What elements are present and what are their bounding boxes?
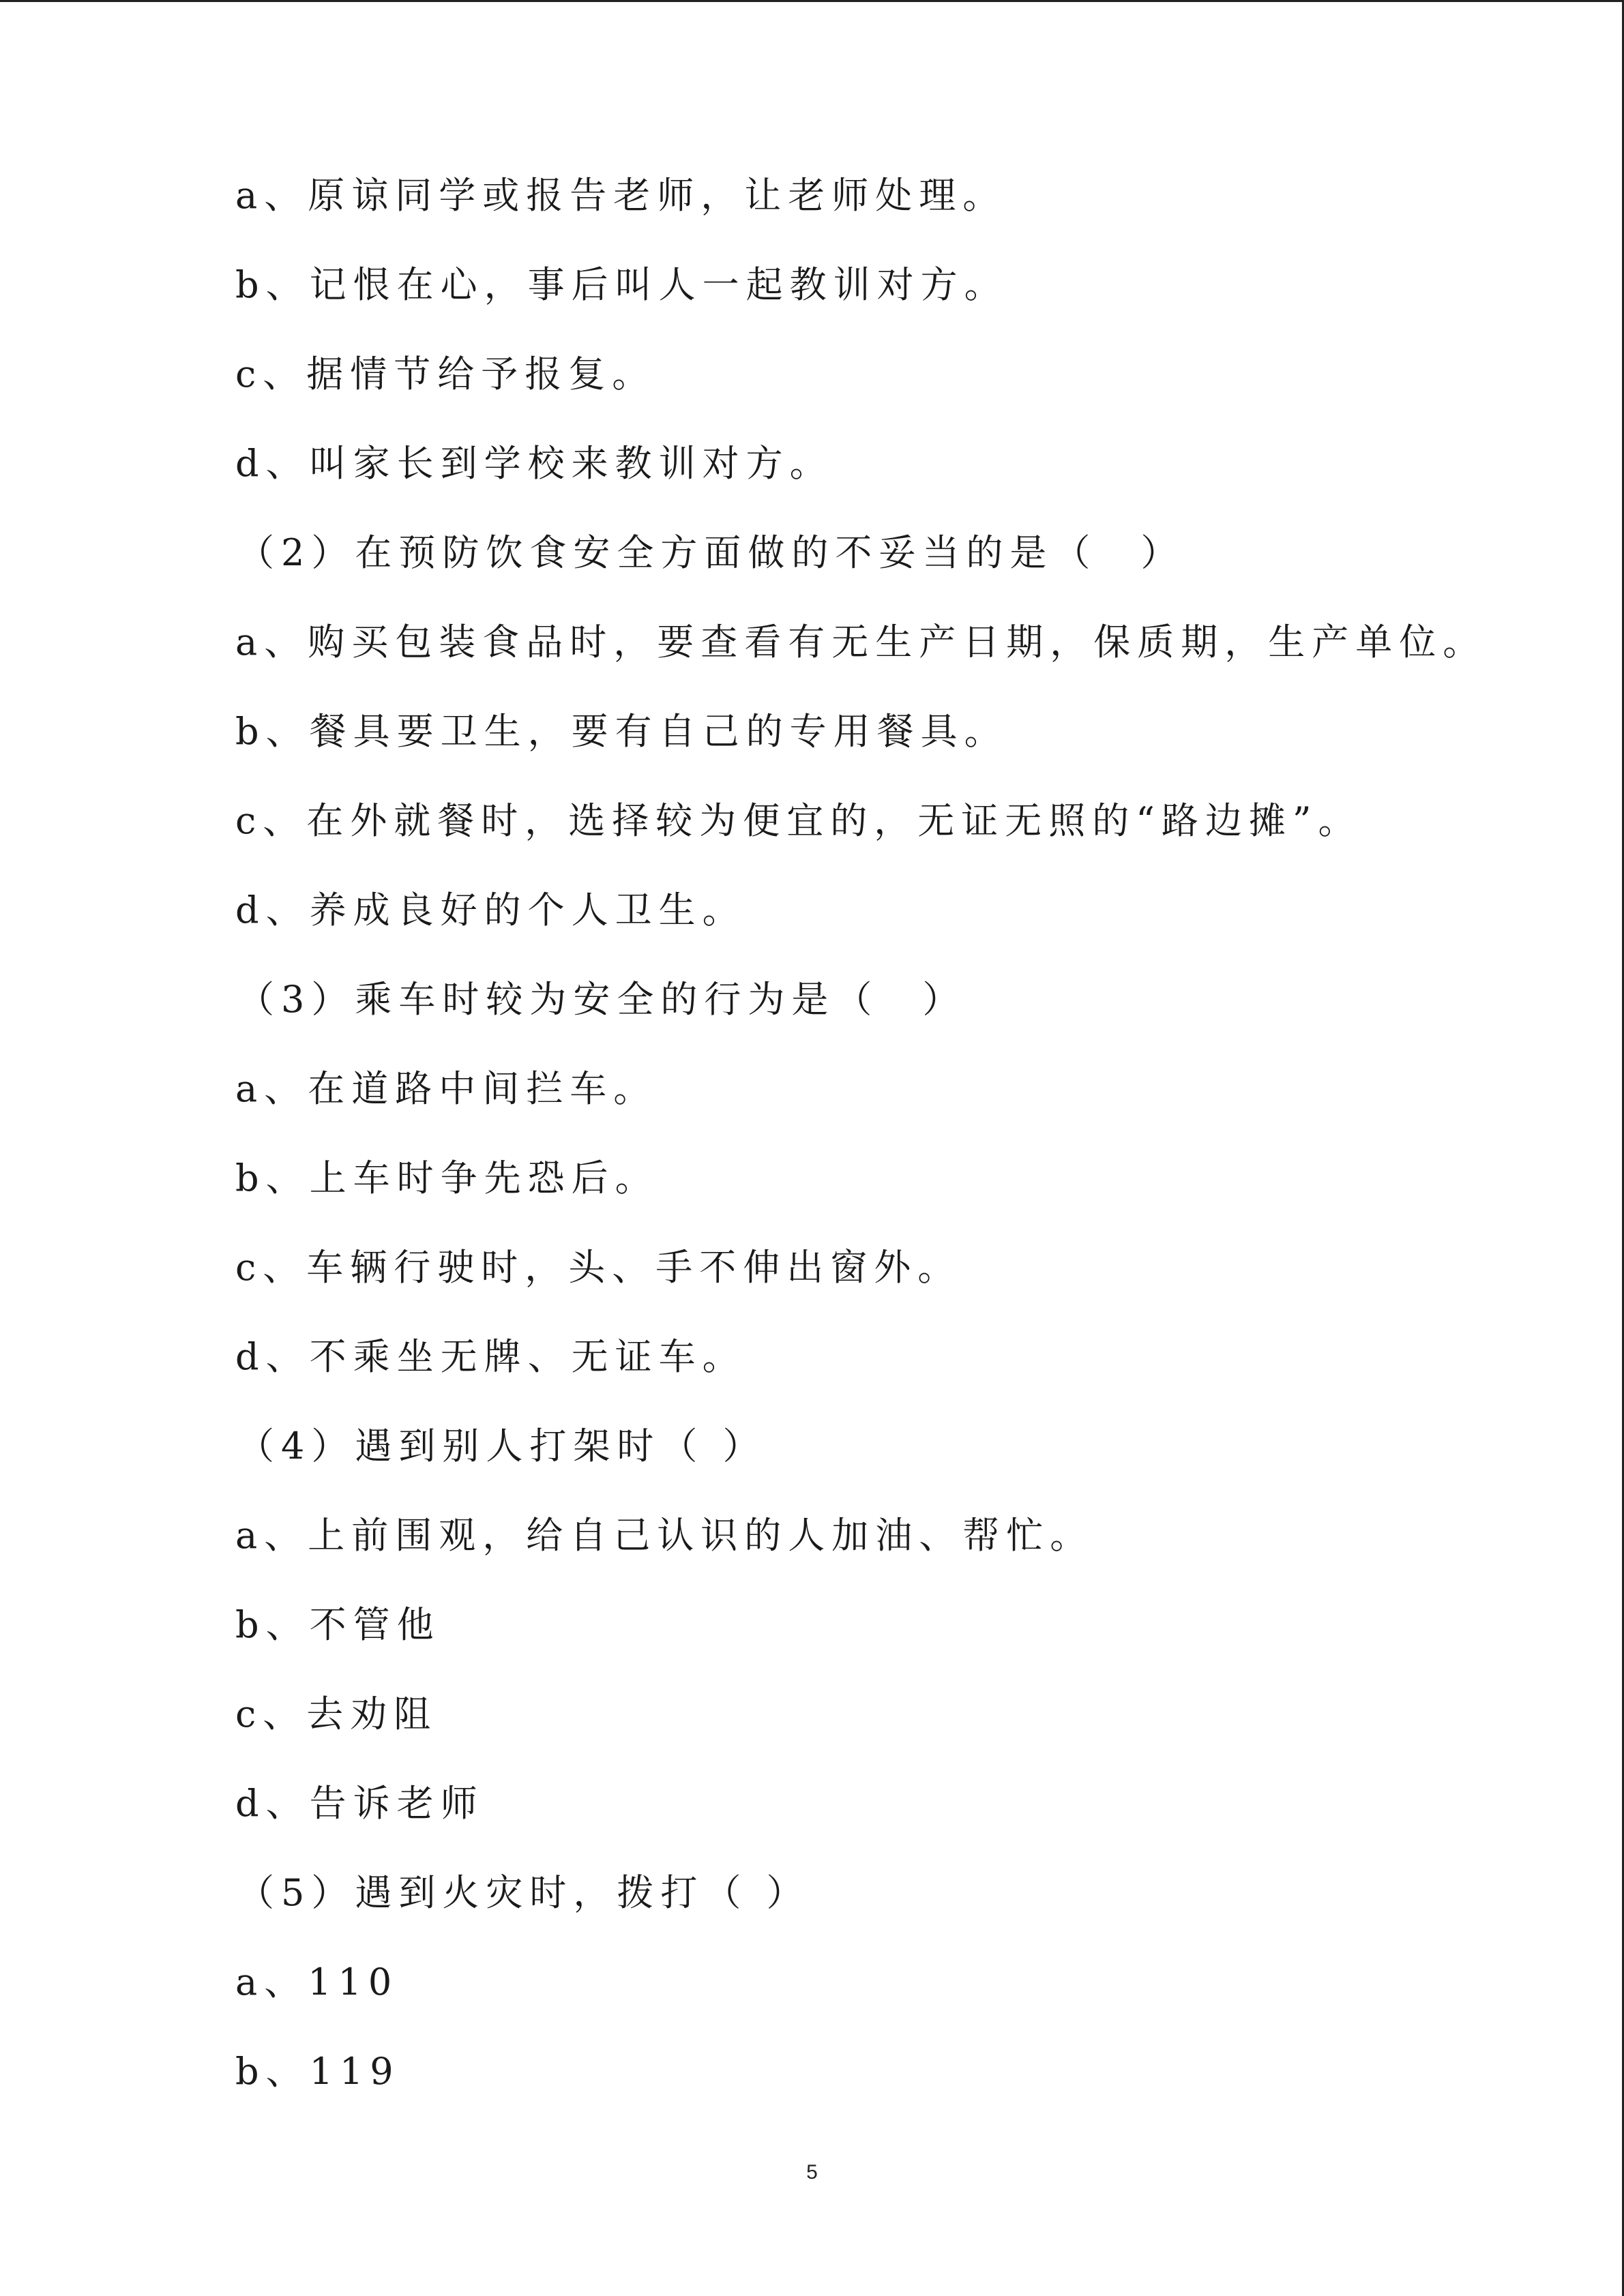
option-line: a、上前围观，给自己认识的人加油、帮忙。 bbox=[235, 1514, 1094, 1557]
option-line: b、不管他 bbox=[235, 1603, 441, 1646]
option-line: c、据情节给予报复。 bbox=[235, 353, 656, 396]
question-line: （4）遇到别人打架时（ ） bbox=[237, 1425, 767, 1467]
option-line: d、不乘坐无牌、无证车。 bbox=[235, 1335, 746, 1378]
question-line: （3）乘车时较为安全的行为是（ ） bbox=[237, 978, 966, 1021]
option-line: b、上车时争先恐后。 bbox=[235, 1157, 659, 1199]
option-line: c、在外就餐时，选择较为便宜的，无证无照的“路边摊”。 bbox=[235, 799, 1362, 842]
option-line: a、在道路中间拦车。 bbox=[235, 1067, 658, 1110]
option-line: d、告诉老师 bbox=[235, 1782, 484, 1825]
option-line: b、119 bbox=[235, 2050, 400, 2093]
option-line: c、车辆行驶时，头、手不伸出窗外。 bbox=[235, 1246, 962, 1289]
page-number: 5 bbox=[806, 2161, 818, 2183]
question-line: （5）遇到火灾时，拨打（ ） bbox=[237, 1871, 810, 1914]
option-line: d、叫家长到学校来教训对方。 bbox=[235, 442, 833, 485]
option-line: c、去劝阻 bbox=[235, 1693, 438, 1735]
option-line: b、记恨在心，事后叫人一起教训对方。 bbox=[235, 263, 1008, 306]
option-line: a、购买包装食品时，要查看有无生产日期，保质期，生产单位。 bbox=[235, 621, 1487, 664]
option-line: a、原谅同学或报告老师，让老师处理。 bbox=[235, 174, 1007, 217]
question-line: （2）在预防饮食安全方面做的不妥当的是（ ） bbox=[237, 531, 1185, 574]
option-line: d、养成良好的个人卫生。 bbox=[235, 889, 746, 931]
option-line: b、餐具要卫生，要有自己的专用餐具。 bbox=[235, 710, 1008, 753]
option-line: a、110 bbox=[235, 1960, 399, 2003]
